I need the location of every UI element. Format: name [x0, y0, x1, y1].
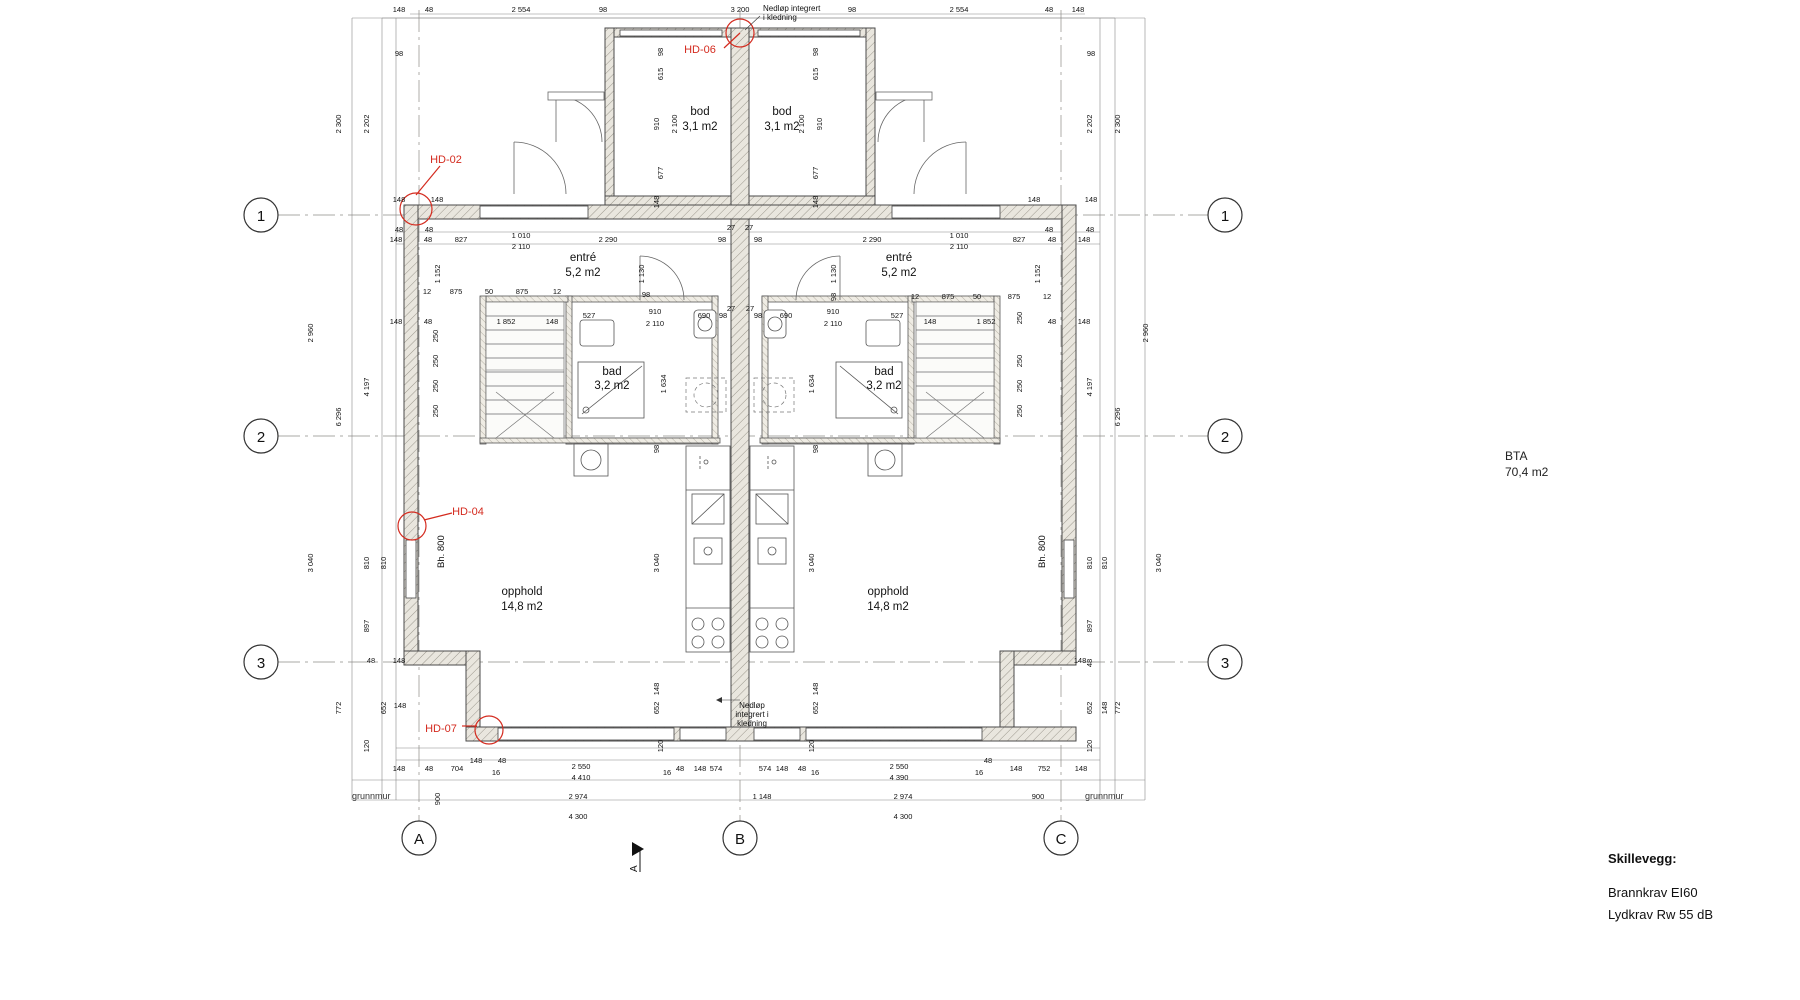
dimension-text: 3 040 — [807, 553, 816, 573]
dimension-text: 897 — [1085, 619, 1094, 633]
dimension-text: 148 — [1009, 764, 1023, 773]
dimension-text: 48 — [1044, 5, 1054, 14]
dimension-text: 120 — [1085, 739, 1094, 753]
dimension-text: 677 — [656, 166, 665, 180]
dimension-text: 16 — [662, 768, 672, 777]
dimension-text: 148 — [1077, 317, 1091, 326]
dimension-text: 50 — [972, 292, 982, 301]
dimension-text: 6 296 — [1113, 407, 1122, 427]
dimension-text: 1 010 — [949, 231, 969, 240]
dimension-text: 120 — [362, 739, 371, 753]
dimension-text: 875 — [941, 292, 955, 301]
grid-label-2-left: 2 — [256, 429, 266, 446]
marker-hd-06-label: HD-06 — [684, 44, 716, 56]
dimension-text: 2 974 — [893, 792, 913, 801]
dimension-text: 27 — [726, 223, 736, 232]
room-bod-right-area: 3,1 m2 — [764, 121, 800, 133]
dimension-text: 48 — [983, 756, 993, 765]
room-opphold-left-name: opphold — [501, 586, 543, 598]
svg-text:i kledning: i kledning — [763, 13, 797, 22]
dimension-text: 574 — [709, 764, 723, 773]
marker-hd-04-label: HD-04 — [452, 506, 484, 518]
svg-text:Nedløp: Nedløp — [739, 701, 765, 710]
dimension-text: 27 — [726, 304, 736, 313]
dimension-text: 810 — [362, 556, 371, 570]
dimension-text: 4 197 — [362, 377, 371, 397]
callout-nedlop-top — [745, 4, 821, 30]
dimension-text: 148 — [392, 195, 406, 204]
bh-left-label: Bh. 800 — [436, 535, 447, 568]
dimension-text: 148 — [811, 195, 820, 209]
dimension-text: 98 — [847, 5, 857, 14]
room-bad-right-name: bad — [874, 366, 894, 378]
dimension-text: 98 — [753, 235, 763, 244]
dimension-text: 690 — [779, 311, 793, 320]
dimension-text: 148 — [652, 682, 661, 696]
dimension-text: 2 202 — [362, 114, 371, 134]
dimension-text: 6 296 — [334, 407, 343, 427]
dimension-text: 704 — [450, 764, 464, 773]
dimension-text: 98 — [394, 49, 404, 58]
dimension-text: 3 040 — [306, 553, 315, 573]
dimension-text: 98 — [656, 47, 665, 57]
bta-label: BTA — [1505, 449, 1528, 463]
dimension-text: 48 — [1044, 225, 1054, 234]
dimension-text: 827 — [454, 235, 468, 244]
skillevegg-heading: Skillevegg: — [1608, 851, 1677, 866]
dimension-text: 148 — [1073, 656, 1087, 665]
bta-value: 70,4 m2 — [1505, 465, 1549, 479]
dimension-text: 690 — [697, 311, 711, 320]
marker-hd-07-label: HD-07 — [425, 723, 457, 735]
room-entre-right-name: entré — [885, 252, 913, 264]
dimension-text: 1 010 — [511, 231, 531, 240]
north-arrow-label: A — [629, 865, 640, 872]
dimension-text: 2 202 — [1085, 114, 1094, 134]
dimension-text: 2 974 — [568, 792, 588, 801]
skillevegg-brannkrav: Brannkrav EI60 — [1608, 885, 1698, 900]
building-outline — [404, 28, 1076, 741]
dimension-text: 652 — [1085, 701, 1094, 715]
dimension-text: 910 — [648, 307, 662, 316]
dimension-text: 2 554 — [949, 5, 969, 14]
dimension-text: 810 — [379, 556, 388, 570]
dimension-text: 2 100 — [670, 114, 679, 134]
dimension-text: 527 — [890, 311, 904, 320]
dimension-text: 772 — [1113, 701, 1122, 715]
dimension-text: 148 — [811, 682, 820, 696]
dimension-text: 1 130 — [637, 264, 646, 284]
bta-annotation — [1505, 448, 1548, 480]
dimension-text: 2 110 — [823, 319, 843, 328]
dimension-text: 4 390 — [889, 773, 909, 782]
dimension-text: 16 — [974, 768, 984, 777]
dimension-text: 98 — [753, 311, 763, 320]
room-opphold-right-area: 14,8 m2 — [867, 601, 909, 613]
room-bad-left-name: bad — [602, 366, 622, 378]
callout-nedlop-bottom — [716, 697, 769, 728]
dimension-text: 4 197 — [1085, 377, 1094, 397]
dimension-text: 12 — [910, 292, 920, 301]
dimension-text: 1 152 — [433, 264, 442, 284]
grid-label-1-left: 1 — [256, 208, 266, 225]
dimension-text: 98 — [718, 311, 728, 320]
north-arrow — [629, 842, 644, 872]
dimension-text: 48 — [675, 764, 685, 773]
dimension-text: 27 — [744, 223, 754, 232]
dimension-text: 752 — [1037, 764, 1051, 773]
dimension-text: 875 — [515, 287, 529, 296]
dimension-text: 98 — [829, 292, 838, 302]
dimension-text: 148 — [1071, 5, 1085, 14]
dimension-text: 48 — [394, 225, 404, 234]
dimension-text: 120 — [656, 739, 665, 753]
dimension-text: 250 — [431, 329, 440, 343]
dimension-text: 677 — [811, 166, 820, 180]
dimension-text: 4 300 — [893, 812, 913, 821]
dimension-text: 12 — [422, 287, 432, 296]
grid-label-a: A — [413, 831, 425, 848]
dimension-text: 48 — [1047, 317, 1057, 326]
dimension-text: 48 — [1047, 235, 1057, 244]
dimension-text: 98 — [717, 235, 727, 244]
dimension-text: 98 — [641, 290, 651, 299]
grid-label-2-right: 2 — [1220, 429, 1230, 446]
dimension-text: 615 — [811, 67, 820, 81]
dimension-text: 148 — [393, 701, 407, 710]
dimension-text: 16 — [810, 768, 820, 777]
grid-label-c: C — [1055, 831, 1067, 848]
dimension-text: 48 — [1085, 225, 1095, 234]
dimension-text: 2 110 — [511, 242, 531, 251]
dimension-text: 900 — [1031, 792, 1045, 801]
svg-text:kledning: kledning — [737, 719, 767, 728]
dimension-text: 574 — [758, 764, 772, 773]
skillevegg-annotation — [1608, 848, 1713, 926]
dimension-text: 652 — [811, 701, 820, 715]
dimension-text: 250 — [431, 354, 440, 368]
dimension-text: 16 — [491, 768, 501, 777]
room-entre-left-name: entré — [569, 252, 597, 264]
dimension-text: 148 — [1077, 235, 1091, 244]
dimension-text: 1 148 — [752, 792, 772, 801]
room-bad-right-area: 3,2 m2 — [866, 380, 902, 392]
dimension-text: 772 — [334, 701, 343, 715]
dimension-text: 1 130 — [829, 264, 838, 284]
grunnmur-labels — [352, 791, 1124, 801]
dimension-text: 875 — [449, 287, 463, 296]
room-bad-left-area: 3,2 m2 — [594, 380, 630, 392]
dimension-text: 48 — [366, 656, 376, 665]
dimension-text: 120 — [807, 739, 816, 753]
dimension-text: 148 — [430, 195, 444, 204]
room-entre-right-area: 5,2 m2 — [881, 267, 917, 279]
dimension-text: 148 — [389, 317, 403, 326]
dimension-text: 48 — [423, 317, 433, 326]
dimension-text: 827 — [1012, 235, 1026, 244]
dimension-text: 148 — [389, 235, 403, 244]
dimension-text: 148 — [693, 764, 707, 773]
dimension-text: 148 — [652, 195, 661, 209]
dimension-text: 2 290 — [598, 235, 618, 244]
dimension-text: 27 — [745, 304, 755, 313]
dimension-text: 148 — [1074, 764, 1088, 773]
dimension-text: 910 — [652, 117, 661, 131]
room-bod-left-name: bod — [690, 106, 710, 118]
grid-label-3-left: 3 — [256, 655, 266, 672]
dimension-text: 98 — [1086, 49, 1096, 58]
dimension-text: 615 — [656, 67, 665, 81]
dimension-text: 2 300 — [1113, 114, 1122, 134]
dimension-text: 527 — [582, 311, 596, 320]
room-bod-right-name: bod — [772, 106, 792, 118]
dimension-text: 48 — [424, 764, 434, 773]
dimension-text: 98 — [811, 444, 820, 454]
dimension-text: 810 — [1100, 556, 1109, 570]
grunnmur-right: grunnmur — [1085, 791, 1124, 801]
dimension-text: 2 960 — [306, 323, 315, 343]
dimension-text: 148 — [1084, 195, 1098, 204]
dimension-text: 148 — [1027, 195, 1041, 204]
dimension-text: 3 200 — [730, 5, 750, 14]
dimension-text: 48 — [424, 225, 434, 234]
dimension-text: 148 — [923, 317, 937, 326]
dimension-text: 2 290 — [862, 235, 882, 244]
room-opphold-right-name: opphold — [867, 586, 909, 598]
dimension-text: 910 — [826, 307, 840, 316]
dimension-text: 810 — [1085, 556, 1094, 570]
dimension-text: 3 040 — [1154, 553, 1163, 573]
dimension-text: 48 — [497, 756, 507, 765]
dimension-text: 1 852 — [496, 317, 516, 326]
dimension-text: 148 — [392, 764, 406, 773]
dimension-text: 910 — [815, 117, 824, 131]
dimension-text: 2 300 — [334, 114, 343, 134]
dimension-text: 897 — [362, 619, 371, 633]
dimension-text: 250 — [1015, 379, 1024, 393]
dimension-text: 48 — [1085, 658, 1094, 668]
dimension-text: 3 040 — [652, 553, 661, 573]
svg-text:Nedløp integrert: Nedløp integrert — [763, 4, 821, 13]
marker-hd-02-label: HD-02 — [430, 154, 462, 166]
dimension-text: 1 634 — [659, 374, 668, 394]
dimension-text: 98 — [598, 5, 608, 14]
dimension-text: 1 852 — [976, 317, 996, 326]
dimension-text: 875 — [1007, 292, 1021, 301]
dimension-text: 48 — [423, 235, 433, 244]
grid-label-3-right: 3 — [1220, 655, 1230, 672]
dimension-text: 148 — [775, 764, 789, 773]
dimension-text: 2 110 — [645, 319, 665, 328]
dimension-text: 652 — [379, 701, 388, 715]
dimension-text: 250 — [431, 379, 440, 393]
dimension-text: 48 — [424, 5, 434, 14]
dimension-text: 148 — [1100, 701, 1109, 715]
dimension-text: 2 110 — [949, 242, 969, 251]
dimension-text: 2 550 — [571, 762, 591, 771]
dimension-text: 148 — [469, 756, 483, 765]
dimension-text: 2 100 — [797, 114, 806, 134]
dimension-text: 652 — [652, 701, 661, 715]
grunnmur-left: grunnmur — [352, 791, 391, 801]
dimension-text: 2 960 — [1141, 323, 1150, 343]
skillevegg-lydkrav: Lydkrav Rw 55 dB — [1608, 907, 1714, 922]
dimension-text: 250 — [1015, 404, 1024, 418]
dimension-text: 1 152 — [1033, 264, 1042, 284]
dimension-text: 250 — [1015, 354, 1024, 368]
dimension-text: 98 — [652, 444, 661, 454]
dimension-text: 12 — [1042, 292, 1052, 301]
bh-right-label: Bh. 800 — [1037, 535, 1048, 568]
dimension-text: 250 — [1015, 311, 1024, 325]
dimension-text: 4 410 — [571, 773, 591, 782]
dimension-text: 148 — [392, 5, 406, 14]
room-opphold-left-area: 14,8 m2 — [501, 601, 543, 613]
dimension-text: 2 554 — [511, 5, 531, 14]
grid-label-1-right: 1 — [1220, 208, 1230, 225]
dimension-text: 900 — [433, 792, 442, 806]
dimension-text: 1 634 — [807, 374, 816, 394]
grid-label-b: B — [734, 831, 746, 848]
room-bod-left-area: 3,1 m2 — [682, 121, 718, 133]
dimension-text: 98 — [811, 47, 820, 57]
dimension-text: 12 — [552, 287, 562, 296]
dimension-text: 48 — [797, 764, 807, 773]
room-entre-left-area: 5,2 m2 — [565, 267, 601, 279]
dimension-text: 148 — [392, 656, 406, 665]
dimension-text: 50 — [484, 287, 494, 296]
dimension-text: 4 300 — [568, 812, 588, 821]
dimension-text: 250 — [431, 404, 440, 418]
svg-text:integrert i: integrert i — [735, 710, 769, 719]
dimension-text: 148 — [545, 317, 559, 326]
dimension-text: 2 550 — [889, 762, 909, 771]
